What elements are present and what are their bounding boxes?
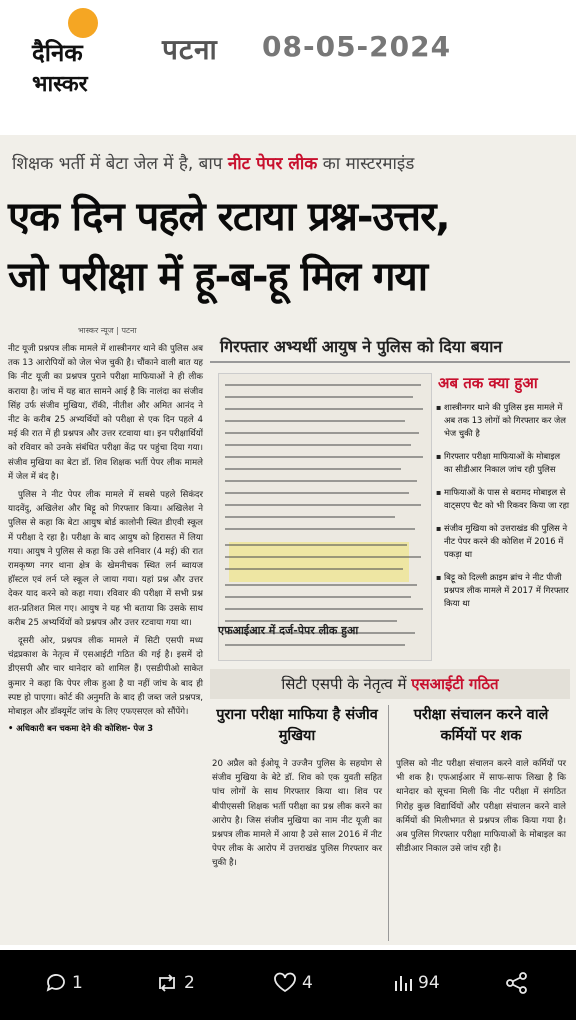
sidebar-item: ▪ माफियाओं के पास से बरामद मोबाइल से वाट्सएप चैट को भी रिकवर किया जा रहा xyxy=(438,486,570,512)
sidebar-item: ▪ संजीव मुखिया को उत्तराखंड की पुलिस ने नीट पेपर करने की कोशिश में 2016 में पकड़ा था xyxy=(438,522,570,561)
right-column xyxy=(210,333,570,943)
sidebar-title: अब तक क्या हुआ xyxy=(438,374,538,392)
sidebar-item: ▪ बिट्टू को दिल्ली क्राइम ब्रांच ने नीट पीजी प्रश्नपत्र लीक मामले में 2017 में गिरफ्तार किया था xyxy=(438,571,570,610)
sub-story-2-text: पुलिस को नीट परीक्षा संचालन करने वाले कर्मियों पर भी शक है। एफआईआर में साफ-साफ लिखा है कि थानेदार को सूचना मिली कि नीट परीक्षा में संगठित गिरोह कुछ विद्यार्थियों और परीक्षा संचालन करने वाले कर्मियों की मिलीभगत से प्रश्नपत्र लीक किया गया है। अब पुलिस गिरफ्तार परीक्षा माफियाओं के मोबाइल का सीडीआर निकाल उसे जांच रही है। xyxy=(396,759,566,855)
logo-line-1: दैनिक xyxy=(32,38,83,67)
headline-line-2: जो परीक्षा में हू-ब-हू मिल गया xyxy=(8,254,428,300)
reply-count: 1 xyxy=(72,973,83,993)
kicker xyxy=(12,151,414,174)
logo-sun-icon xyxy=(68,8,98,38)
sit-banner-highlight: एसआईटी गठित xyxy=(411,675,499,693)
edition-date: 08-05-2024 xyxy=(262,30,452,63)
sidebar-item: ▪ गिरफ्तार परीक्षा माफियाओं के मोबाइल का सीडीआर निकाल जांच रही पुलिस xyxy=(438,450,570,476)
sub-story-1 xyxy=(212,705,382,871)
timeline-sidebar xyxy=(438,373,570,643)
headline-line-1: एक दिन पहले रटाया प्रश्न-उत्तर, xyxy=(8,194,450,240)
view-count: 94 xyxy=(418,973,440,993)
heart-icon xyxy=(272,971,298,995)
paragraph-3: दूसरी ओर, प्रश्नपत्र लीक मामले में सिटी एसपी मध्य चंद्रप्रकाश के नेतृत्व में एसआईटी गठित की गई है। इसमें दो डीएसपी और चार थानेदार को शामिल हैं। एसडीपीओ साकेत कुमार ने कहा कि पेपर लीक हुआ है या नहीं जांच के बाद ही स्पष्ट हो पाएगा। कोर्ट की अनुमति के बाद ही जब्त जले प्रश्नपत्र, मोबाइल और डॉक्यूमेंट जांच के लिए एफएसएल को सौंपेंगे। xyxy=(8,636,203,718)
sit-banner-text: सिटी एसपी के नेतृत्व में xyxy=(281,675,412,693)
sub-story-1-text: 20 अप्रैल को ईओयू ने उज्जैन पुलिस के सहयोग से संजीव मुखिया के बेटे डॉ. शिव को एक युवती सहित पांच लोगों के साथ गिरफ्तार किया था। शिव पर बीपीएससी शिक्षक भर्ती परीक्षा का प्रश्न लीक करने का आरोप है। जिस संजीव मुखिया का नाम नीट यूजी का प्रश्नपत्र लीक मामले में आया है उसे साल 2016 में नीट पेपर लीक के आरोप में उत्तराखंड पुलिस गिरफ्तार कर चुकी है। xyxy=(212,759,382,869)
kicker-part-1: शिक्षक भर्ती में बेटा जेल में है, बाप xyxy=(12,154,228,174)
repost-count: 2 xyxy=(184,973,195,993)
kicker-part-3: का मास्टरमाइंड xyxy=(317,154,415,174)
dainik-bhaskar-logo xyxy=(30,8,142,100)
paragraph-1: नीट यूजी प्रश्नपत्र लीक मामले में शास्त्रीनगर थाने की पुलिस अब तक 13 आरोपियों को जेल भेज चुकी है। चौंकाने वाली बात यह कि नीट यूजी का प्रश्नपत्र पुराने परीक्षा माफियाओं ने ही लीक कराया है। जांच में यह बात सामने आई है कि नालंदा का संजीव सिंह उर्फ संजीव मुखिया, रॉकी, नीतीश और अमित आनंद ने नीट के करीब 25 अभ्यर्थियों को परीक्षा से एक दिन पहले 4 मई की रात में ही प्रश्नपत्र और उत्तर रटवाया था। इन परीक्षार्थियों को रविवार को उनके संबंधित परीक्षा केंद्र पर पहुंचा दिया गया। संजीव मुखिया का बेटा डॉ. शिव शिक्षक भर्ती पेपर लीक मामले में जेल में बंद है। xyxy=(8,344,203,482)
sidebar-item: ▪ शास्त्रीनगर थाने की पुलिस इस मामले में अब तक 13 लोगों को गिरफ्तार कर जेल भेज चुकी है xyxy=(438,401,570,440)
footnote: • अधिकारी बन चकमा देने की कोशिश- पेज 3 xyxy=(8,723,154,734)
column-divider xyxy=(388,705,389,941)
sub-story-1-heading: पुराना परीक्षा माफिया है संजीव मुखिया xyxy=(216,707,378,744)
views-button[interactable] xyxy=(392,968,440,998)
paragraph-2: पुलिस ने नीट पेपर लीक मामले में सबसे पहले सिकंदर यादवेंदु, अखिलेश और बिट्टू को गिरफ्तार किया। अखिलेश ने पुलिस से कहा कि बेटा आयुष बोर्ड कालोनी स्थित डीएवी स्कूल में परीक्षा दे रहा है। परीक्षा के बाद आयुष को हिरासत में लिया गया। आयुष ने पुलिस से कहा कि उसे शनिवार (4 मई) की रात रामकृष्ण नगर थाना क्षेत्र के खेमनीचक स्थित लर्न ब्वायज हॉस्टल एवं लर्न प्ले स्कूल ले जाया गया। यहां प्रश्न और उत्तर देकर याद करने को कहा गया। रविवार की परीक्षा में सभी प्रश्न शत-प्रतिशत मिल गए। आयुष ने यह भी बताया कि उसके साथ करीब 25 अभ्यर्थियों को प्रश्नपत्र और उत्तर रटवाया गया था। xyxy=(8,490,203,628)
logo-line-2: भास्कर xyxy=(32,71,88,97)
repost-icon xyxy=(154,971,180,995)
sit-banner xyxy=(210,669,570,699)
like-count: 4 xyxy=(302,973,313,993)
like-button[interactable] xyxy=(272,968,313,998)
kicker-highlight: नीट पेपर लीक xyxy=(227,154,318,174)
bar-chart-icon xyxy=(392,971,414,995)
statement-caption: एफआईआर में दर्ज-पेपर लीक हुआ xyxy=(218,624,359,637)
statement-heading: गिरफ्तार अभ्यर्थी आयुष ने पुलिस को दिया बयान xyxy=(210,333,570,363)
sub-story-2-heading: परीक्षा संचालन करने वाले कर्मियों पर शक xyxy=(413,707,549,744)
sub-story-2 xyxy=(396,705,566,856)
masthead xyxy=(0,0,576,110)
edition-city: पटना xyxy=(162,33,218,66)
repost-button[interactable] xyxy=(154,968,195,998)
highlighted-text xyxy=(229,542,409,582)
reply-button[interactable] xyxy=(44,968,83,998)
newspaper-clipping xyxy=(0,135,576,945)
byline: भास्कर न्यूज | पटना xyxy=(78,326,137,335)
reply-icon xyxy=(44,971,68,995)
share-icon xyxy=(504,971,530,995)
share-button[interactable] xyxy=(504,968,530,998)
handwritten-statement-image xyxy=(218,373,432,661)
article-body xyxy=(8,325,203,940)
